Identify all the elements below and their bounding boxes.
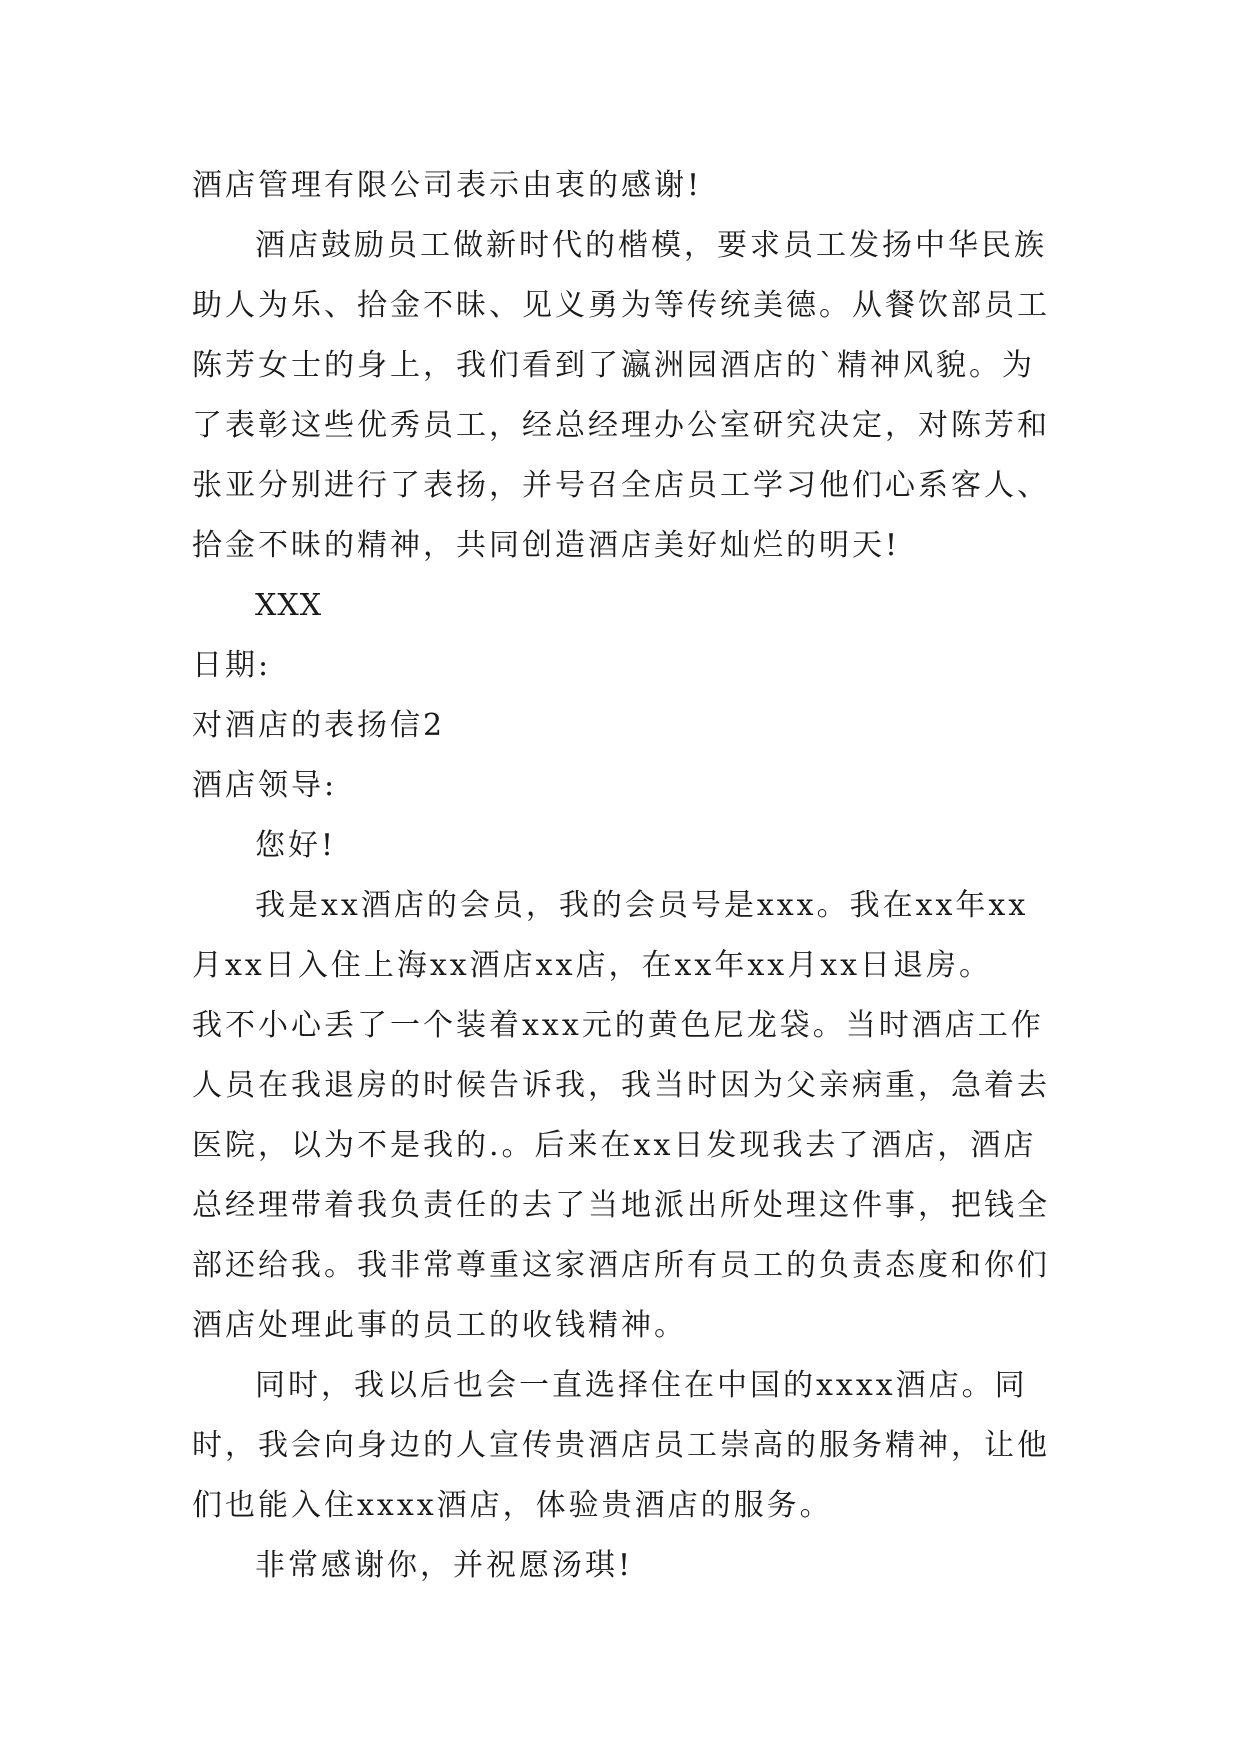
date-label: 日期: [192, 648, 272, 683]
text-line-paragraph-start: 同时，我以后也会一直选择住在中国的xxxx酒店。同 [255, 1368, 1028, 1403]
text-line: 们也能入住xxxx酒店，体验贵酒店的服务。 [192, 1488, 833, 1523]
letter-body [192, 156, 1072, 1596]
text-line: 了表彰这些优秀员工，经总经理办公室研究决定，对陈芳和 [192, 408, 1050, 443]
greeting: 您好! [255, 828, 337, 863]
text-line: 时，我会向身边的人宣传贵酒店员工崇高的服务精神，让他 [192, 1428, 1050, 1463]
text-line: 助人为乐、拾金不昧、见义勇为等传统美德。从餐饮部员工 [192, 288, 1050, 323]
text-line-closing-thanks: 酒店管理有限公司表示由衷的感谢! [192, 168, 703, 203]
text-line-paragraph-start: 我是xx酒店的会员，我的会员号是xxx。我在xx年xx [255, 888, 1029, 923]
text-line: 部还给我。我非常尊重这家酒店所有员工的负责态度和你们 [192, 1248, 1050, 1283]
closing-wish: 非常感谢你，并祝愿汤琪! [255, 1548, 634, 1583]
signature: XXX [255, 588, 323, 623]
text-line: 我不小心丢了一个装着xxx元的黄色尼龙袋。当时酒店工作 [192, 1008, 1044, 1043]
salutation: 酒店领导: [192, 768, 338, 803]
letter-title: 对酒店的表扬信2 [192, 708, 446, 743]
text-line: 陈芳女士的身上，我们看到了瀛洲园酒店的`精神风貌。为 [192, 348, 1035, 383]
text-line-paragraph-start: 酒店鼓励员工做新时代的楷模，要求员工发扬中华民族 [255, 228, 1047, 263]
text-line: 月xx日入住上海xx酒店xx店，在xx年xx月xx日退房。 [192, 948, 993, 983]
text-line: 拾金不昧的精神，共同创造酒店美好灿烂的明天! [192, 528, 901, 563]
text-line: 医院，以为不是我的.。后来在xx日发现我去了酒店，酒店 [192, 1128, 1037, 1163]
text-line: 总经理带着我负责任的去了当地派出所处理这件事，把钱全 [192, 1188, 1050, 1223]
text-line: 酒店处理此事的员工的收钱精神。 [192, 1308, 687, 1343]
text-line: 人员在我退房的时候告诉我，我当时因为父亲病重，急着去 [192, 1068, 1050, 1103]
text-line: 张亚分别进行了表扬，并号召全店员工学习他们心系客人、 [192, 468, 1050, 503]
